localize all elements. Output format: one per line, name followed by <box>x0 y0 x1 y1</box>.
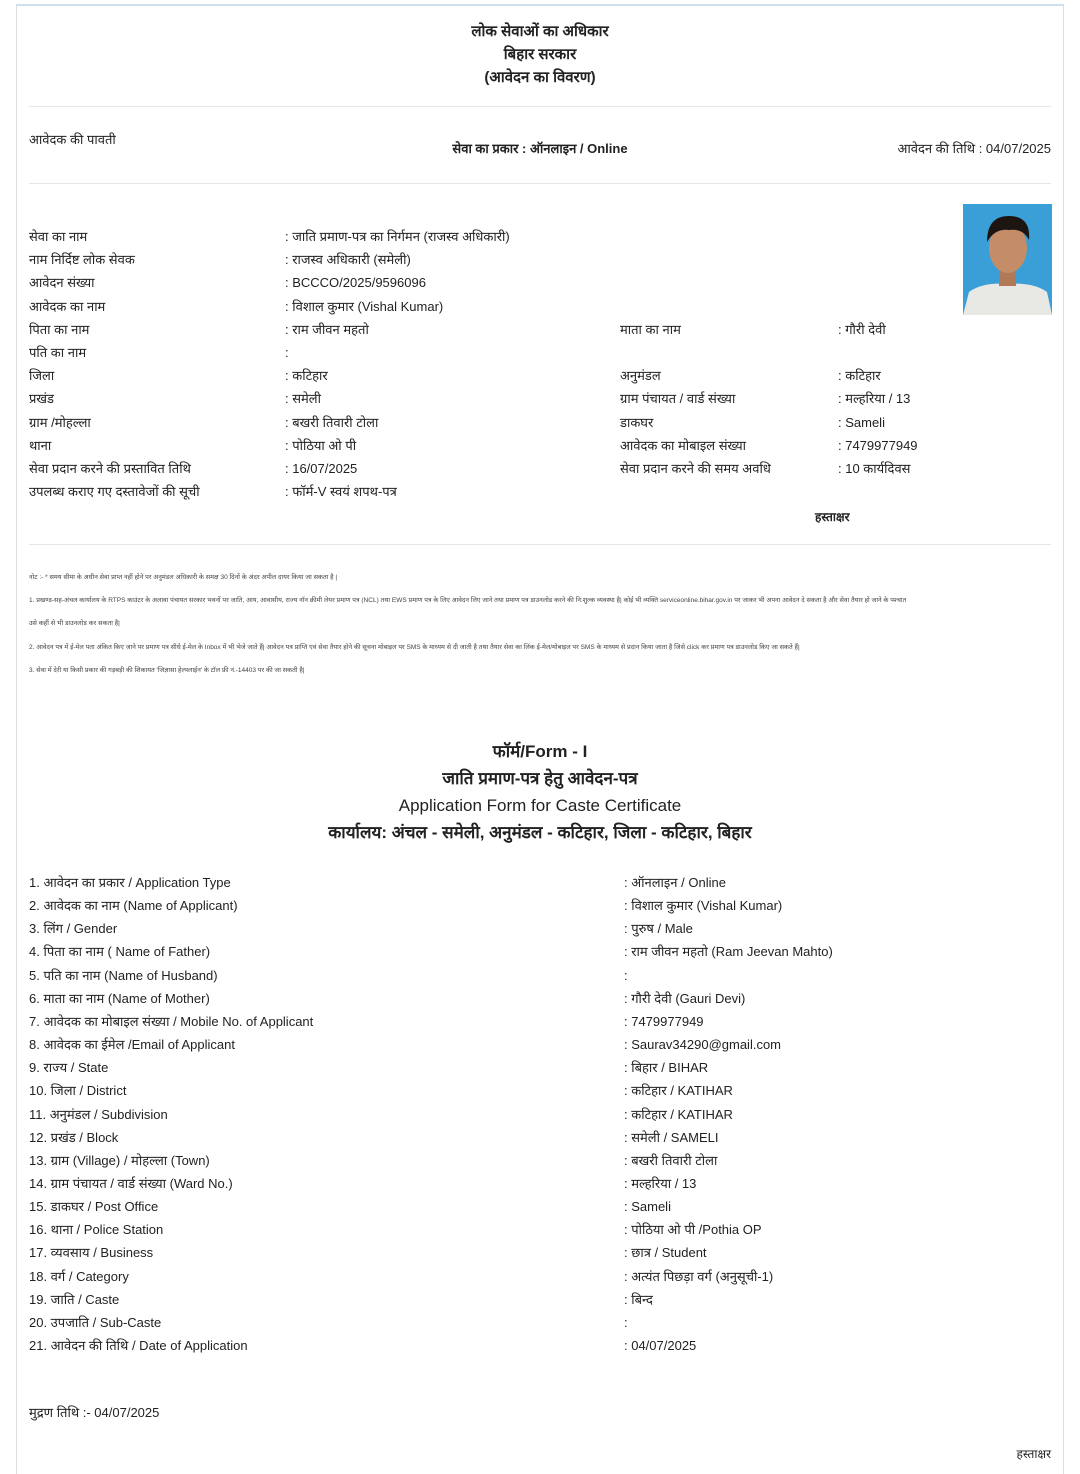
detail-label: थाना <box>29 437 52 453</box>
form-row <box>29 1265 1063 1288</box>
form-label: 2. आवेदक का नाम (Name of Applicant) <box>29 898 238 914</box>
form-value: : <box>624 967 628 983</box>
form-value: : छात्र / Student <box>624 1245 707 1261</box>
detail-row <box>29 387 1063 410</box>
divider <box>29 106 1051 107</box>
header-line1: लोक सेवाओं का अधिकार <box>471 23 609 40</box>
service-type: सेवा का प्रकार : ऑनलाइन / Online <box>452 141 628 156</box>
detail-row <box>29 480 1063 503</box>
detail-value: : फॉर्म-V स्वयं शपथ-पत्र <box>285 484 397 500</box>
form-label: 20. उपजाति / Sub-Caste <box>29 1314 162 1330</box>
detail-value: : समेली <box>285 391 321 407</box>
form-label: 13. ग्राम (Village) / मोहल्ला (Town) <box>29 1152 210 1168</box>
note-text: उसे कहीं से भी डाउनलोड कर सकता है| <box>29 620 120 627</box>
detail-label: ग्राम पंचायत / वार्ड संख्या <box>620 391 736 407</box>
detail-label: पिता का नाम <box>29 321 90 337</box>
form-signature: हस्ताक्षर <box>1016 1447 1051 1461</box>
form-label: 21. आवेदन की तिथि / Date of Application <box>29 1338 248 1353</box>
form-row <box>29 894 1063 917</box>
detail-label: नाम निर्दिष्ट लोक सेवक <box>29 252 135 268</box>
form-value: : Sameli <box>624 1199 671 1215</box>
form-row <box>29 1149 1063 1172</box>
form-title-hindi: जाति प्रमाण-पत्र हेतु आवेदन-पत्र <box>442 769 638 788</box>
form-row <box>29 1288 1063 1311</box>
form-value: : पुरुष / Male <box>624 921 693 937</box>
detail-value: : 16/07/2025 <box>285 461 358 476</box>
form-label: 11. अनुमंडल / Subdivision <box>29 1106 168 1122</box>
detail-label: ग्राम /मोहल्ला <box>29 414 91 430</box>
form-value: : 04/07/2025 <box>624 1338 697 1353</box>
form-label: 15. डाकघर / Post Office <box>29 1199 159 1215</box>
note-text: 2. आवेदन पत्र में ई-मेल पता अंकित किए जाने पर प्रमाण पत्र सीधे ई-मेल के Inbox में भी भेजे जाते हैं| आवेदन पत्र प्राप्ति एवं सेवा तैयार होने की सूचना मोबाइल पर SMS के माध्यम से दी जाती है तथा तैयार सेवा का लिंक ई-मेल/मोबाइल पर SMS के माध्यम से प्रदान किया जाता है जिसे click कर प्रमाण पत्र डाउनलोड किए जा सकते हैं| <box>29 644 800 651</box>
detail-value: : मल्हरिया / 13 <box>838 391 911 407</box>
detail-value: : जाति प्रमाण-पत्र का निर्गमन (राजस्व अधिकारी) <box>285 229 510 244</box>
detail-label: आवेदक का नाम <box>29 298 106 314</box>
divider <box>29 544 1051 545</box>
detail-label: आवेदक का मोबाइल संख्या <box>620 437 747 453</box>
form-label: 10. जिला / District <box>29 1083 127 1099</box>
detail-label: प्रखंड <box>29 391 54 407</box>
detail-value: : Sameli <box>838 414 885 430</box>
detail-label: आवेदन संख्या <box>29 275 95 291</box>
form-value: : <box>624 1314 628 1330</box>
application-date: आवेदन की तिथि : 04/07/2025 <box>897 141 1051 156</box>
form-value: : विशाल कुमार (Vishal Kumar) <box>624 898 783 914</box>
form-label: 16. थाना / Police Station <box>29 1222 164 1238</box>
note-text: 3. सेवा में देरी या किसी प्रकार की गड़बड़ी की शिकायत 'जिज्ञासा हेल्पलाईन' के टॉल फ्री नं.-14403 पर की जा सकती है| <box>29 667 305 674</box>
form-value: : बिन्द <box>624 1291 653 1307</box>
detail-value: : राम जीवन महतो <box>285 321 369 337</box>
detail-value: : 10 कार्यदिवस <box>838 461 911 476</box>
form-row <box>29 1033 1063 1056</box>
detail-row <box>29 341 1063 364</box>
form-label: 4. पिता का नाम ( Name of Father) <box>29 944 211 960</box>
detail-label: माता का नाम <box>620 321 681 337</box>
form-value: : बिहार / BIHAR <box>624 1060 709 1076</box>
detail-value: : पोठिया ओ पी <box>285 437 357 453</box>
form-label: 1. आवेदन का प्रकार / Application Type <box>29 875 231 890</box>
detail-label: डाकघर <box>620 414 654 430</box>
detail-row <box>29 295 1063 318</box>
form-row <box>29 1103 1063 1126</box>
detail-label: सेवा का नाम <box>29 229 88 244</box>
form-label: 7. आवेदक का मोबाइल संख्या / Mobile No. of Applicant <box>29 1013 314 1029</box>
form-row <box>29 1172 1063 1195</box>
detail-value: : कटिहार <box>285 368 328 384</box>
detail-value: : 7479977949 <box>838 437 918 453</box>
form-label: 14. ग्राम पंचायत / वार्ड संख्या (Ward No.) <box>29 1175 233 1191</box>
detail-row <box>29 225 1063 248</box>
form-value: : कटिहार / KATIHAR <box>624 1083 733 1099</box>
document-header <box>17 20 1063 89</box>
note-text: 1. प्रखण्ड-सह-अंचल कार्यालय के RTPS काउंटर के अलावा पंचायत सरकार भवनों पर जाति, आय, आवासीय, राज्य नॉन क्रीमी लेयर प्रमाण पत्र (NCL) तथा EWS प्रमाण पत्र के लिए आवेदन लिए जाने तथा प्रमाण पत्र डाउनलोड करने की नि:शुल्क व्यवस्था है| कोई भी व्यक्ति serviceonline.bihar.gov.in पर जाकर भी अपना आवेदन दे सकता है और सेवा तैयार हो जाने के पश्चात <box>29 597 907 604</box>
form-row <box>29 871 1063 894</box>
print-date: मुद्रण तिथि :- 04/07/2025 <box>29 1405 160 1420</box>
detail-value: : <box>285 345 289 360</box>
detail-label: उपलब्ध कराए गए दस्तावेजों की सूची <box>29 484 200 500</box>
header-line2: बिहार सरकार <box>503 46 577 63</box>
form-value: : राम जीवन महतो (Ram Jeevan Mahto) <box>624 944 833 960</box>
detail-row <box>29 434 1063 457</box>
form-value: : कटिहार / KATIHAR <box>624 1106 733 1122</box>
form-row <box>29 1056 1063 1079</box>
form-value: : पोठिया ओ पी /Pothia OP <box>624 1222 762 1238</box>
detail-value: : कटिहार <box>838 368 881 384</box>
form-row <box>29 1218 1063 1241</box>
detail-label: सेवा प्रदान करने की समय अवधि <box>620 461 771 476</box>
form-value: : समेली / SAMELI <box>624 1129 719 1145</box>
form-value: : अत्यंत पिछड़ा वर्ग (अनुसूची-1) <box>624 1268 774 1284</box>
form-label: 17. व्यवसाय / Business <box>29 1245 154 1261</box>
detail-row <box>29 411 1063 434</box>
form-value: : बखरी तिवारी टोला <box>624 1152 718 1168</box>
form-row <box>29 1010 1063 1033</box>
detail-label: पति का नाम <box>29 345 87 360</box>
form-label: 12. प्रखंड / Block <box>29 1129 119 1145</box>
form-number: फॉर्म/Form - I <box>492 742 588 761</box>
detail-label: सेवा प्रदान करने की प्रस्तावित तिथि <box>29 461 191 476</box>
form-row <box>29 1126 1063 1149</box>
divider <box>29 183 1051 184</box>
form-row <box>29 1334 1063 1357</box>
detail-value: : गौरी देवी <box>838 321 886 337</box>
form-label: 6. माता का नाम (Name of Mother) <box>29 990 210 1006</box>
form-label: 8. आवेदक का ईमेल /Email of Applicant <box>29 1037 235 1053</box>
detail-value: : बखरी तिवारी टोला <box>285 414 379 430</box>
form-row <box>29 1241 1063 1264</box>
form-office: कार्यालय: अंचल - समेली, अनुमंडल - कटिहार, जिला - कटिहार, बिहार <box>328 823 752 842</box>
form-value: : Saurav34290@gmail.com <box>624 1037 781 1053</box>
header-line3: (आवेदन का विवरण) <box>484 69 596 86</box>
detail-row <box>29 271 1063 294</box>
form-row <box>29 1311 1063 1334</box>
form-value: : गौरी देवी (Gauri Devi) <box>624 990 746 1006</box>
detail-value: : राजस्व अधिकारी (समेली) <box>285 252 411 268</box>
form-row <box>29 1195 1063 1218</box>
form-label: 5. पति का नाम (Name of Husband) <box>29 967 218 983</box>
detail-row <box>29 318 1063 341</box>
form-label: 18. वर्ग / Category <box>29 1268 129 1284</box>
form-label: 9. राज्य / State <box>29 1060 109 1076</box>
detail-row <box>29 457 1063 480</box>
detail-label: जिला <box>29 368 55 384</box>
detail-value: : विशाल कुमार (Vishal Kumar) <box>285 298 444 314</box>
detail-label: अनुमंडल <box>620 368 661 384</box>
form-value: : 7479977949 <box>624 1013 704 1029</box>
form-value: : मल्हरिया / 13 <box>624 1175 697 1191</box>
receipt-title: आवेदक की पावती <box>29 132 116 147</box>
detail-value: : BCCCO/2025/9596096 <box>285 275 426 291</box>
form-label: 3. लिंग / Gender <box>29 921 118 937</box>
note-text: नोट :- * समय सीमा के अधीन सेवा प्राप्त नहीं होने पर अनुमंडल अधिकारी के समक्ष 30 दिनों के अंदर अपील दायर किया जा सकता है | <box>29 574 338 581</box>
detail-row <box>29 364 1063 387</box>
detail-row <box>29 248 1063 271</box>
receipt-signature: हस्ताक्षर <box>815 510 850 524</box>
form-row <box>29 1079 1063 1102</box>
form-label: 19. जाति / Caste <box>29 1291 120 1307</box>
form-row <box>29 940 1063 963</box>
form-value: : ऑनलाइन / Online <box>624 875 726 890</box>
form-title-english: Application Form for Caste Certificate <box>398 796 682 815</box>
form-row <box>29 917 1063 940</box>
form-row <box>29 964 1063 987</box>
form-row <box>29 987 1063 1010</box>
document-page <box>16 4 1064 1474</box>
